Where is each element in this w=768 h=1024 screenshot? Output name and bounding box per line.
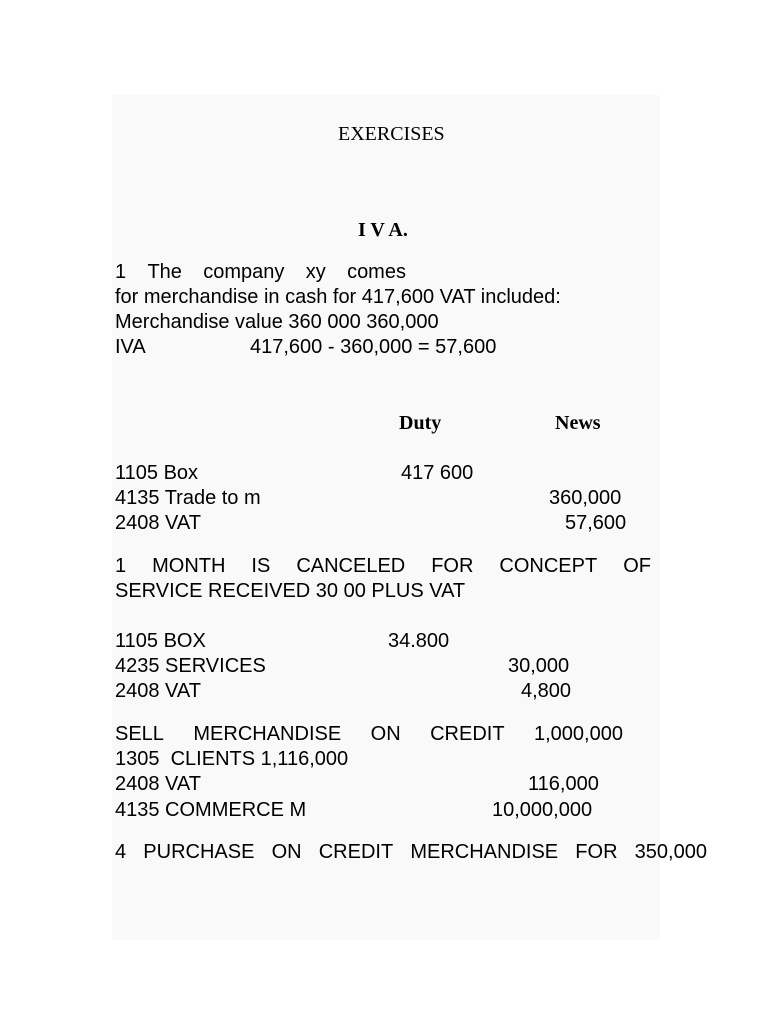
entry-2-account: 2408 VAT [115, 680, 201, 702]
entry-2-account: 1105 BOX [115, 630, 206, 652]
exercise-3-line-1: SELL MERCHANDISE ON CREDIT 1,000,000 [115, 723, 623, 745]
exercise-1-iva-label: IVA [115, 336, 146, 358]
exercise-1-line-3: Merchandise value 360 000 360,000 [115, 311, 439, 333]
exercise-1-line-2: for merchandise in cash for 417,600 VAT included: [115, 286, 561, 308]
exercise-2-line-2: SERVICE RECEIVED 30 00 PLUS VAT [115, 580, 466, 602]
entry-3-credit: 10,000,000 [492, 799, 593, 821]
debit-column-header: Duty [399, 412, 442, 434]
entry-3-account: 4135 COMMERCE M [115, 799, 307, 821]
entry-2-debit: 34.800 [388, 630, 450, 652]
exercise-1-iva-calc: 417,600 - 360,000 = 57,600 [250, 336, 497, 358]
entry-2-credit: 4,800 [521, 680, 572, 702]
entry-1-account: 2408 VAT [115, 512, 201, 534]
exercise-3-line-2: 1305 CLIENTS 1,116,000 [115, 748, 349, 770]
credit-column-header: News [555, 412, 601, 434]
entry-1-debit: 417 600 [401, 462, 474, 484]
entry-1-account: 1105 Box [115, 462, 199, 484]
exercise-1-line-1: 1 The company xy comes [115, 261, 406, 283]
entry-1-account: 4135 Trade to m [115, 487, 261, 509]
section-heading: I V A. [358, 219, 408, 241]
entry-2-account: 4235 SERVICES [115, 655, 266, 677]
page-title: EXERCISES [338, 123, 445, 145]
entry-2-credit: 30,000 [508, 655, 570, 677]
exercise-4-line-1: 4 PURCHASE ON CREDIT MERCHANDISE FOR 350,000 [115, 841, 707, 863]
exercise-2-line-1: 1 MONTH IS CANCELED FOR CONCEPT OF [115, 555, 651, 577]
entry-3-account: 2408 VAT [115, 773, 201, 795]
entry-3-credit: 116,000 [528, 773, 599, 795]
entry-1-credit: 57,600 [565, 512, 627, 534]
entry-1-credit: 360,000 [549, 487, 622, 509]
